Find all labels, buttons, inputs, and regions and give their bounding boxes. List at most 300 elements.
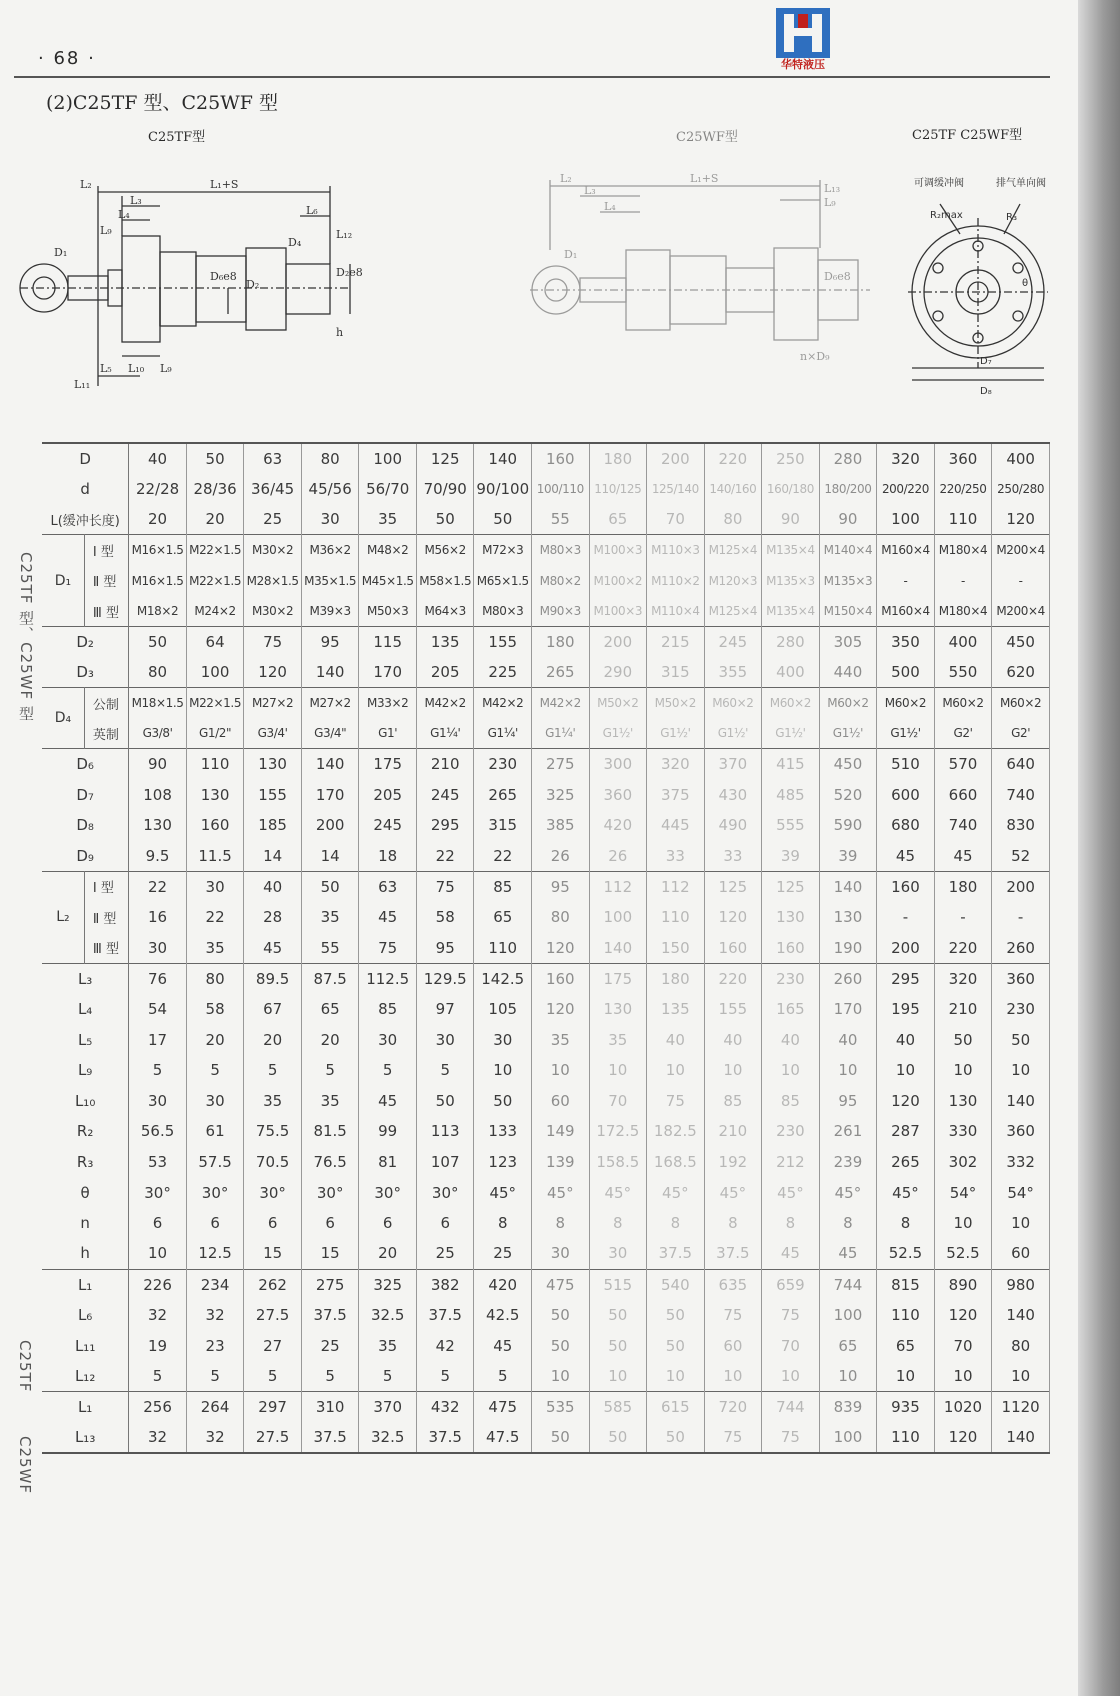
table-cell: M110×3 bbox=[647, 535, 705, 566]
table-cell: 35 bbox=[359, 1330, 417, 1361]
table-cell: 8 bbox=[589, 1208, 647, 1239]
table-cell: 180 bbox=[647, 963, 705, 994]
table-cell: 190 bbox=[819, 933, 877, 964]
table-cell: 265 bbox=[474, 780, 532, 811]
table-cell: 10 bbox=[704, 1361, 762, 1392]
table-cell: 14 bbox=[301, 841, 359, 872]
table-cell: M22×1.5 bbox=[186, 565, 244, 596]
table-cell: M80×3 bbox=[474, 596, 532, 627]
table-cell: 85 bbox=[359, 994, 417, 1025]
label-l4: L₄ bbox=[118, 208, 130, 221]
table-cell: 160 bbox=[532, 443, 590, 474]
table-cell: 350 bbox=[877, 627, 935, 658]
row-label: L₁ bbox=[42, 1391, 129, 1422]
table-cell: 10 bbox=[647, 1361, 705, 1392]
table-cell: M125×4 bbox=[704, 596, 762, 627]
label-d4: D₄ bbox=[288, 236, 302, 249]
table-cell: 10 bbox=[532, 1055, 590, 1086]
table-cell: 30 bbox=[359, 1024, 417, 1055]
table-cell: 5 bbox=[244, 1361, 302, 1392]
table-cell: 32.5 bbox=[359, 1422, 417, 1453]
table-row bbox=[42, 1361, 1050, 1392]
table-cell: M110×4 bbox=[647, 596, 705, 627]
table-cell: 32 bbox=[129, 1422, 187, 1453]
table-cell: 95 bbox=[301, 627, 359, 658]
table-cell: 260 bbox=[992, 933, 1050, 964]
table-cell: 11.5 bbox=[186, 841, 244, 872]
table-cell: M135×3 bbox=[819, 565, 877, 596]
table-cell: 75 bbox=[416, 871, 474, 902]
table-cell: 212 bbox=[762, 1147, 820, 1178]
table-cell: 80 bbox=[992, 1330, 1050, 1361]
label-d6e8: D₆e8 bbox=[210, 270, 237, 283]
table-cell: 297 bbox=[244, 1391, 302, 1422]
valve-label-1: 可调缓冲阀 bbox=[914, 178, 964, 189]
table-cell: 139 bbox=[532, 1147, 590, 1178]
table-cell: M42×2 bbox=[474, 688, 532, 719]
row-group-label: D₄ bbox=[42, 688, 84, 749]
table-cell: 50 bbox=[129, 627, 187, 658]
table-cell: 200 bbox=[992, 871, 1050, 902]
table-cell: 30° bbox=[416, 1177, 474, 1208]
table-cell: M18×2 bbox=[129, 596, 187, 627]
table-cell: 5 bbox=[186, 1361, 244, 1392]
table-cell: M28×1.5 bbox=[244, 565, 302, 596]
table-cell: 10 bbox=[762, 1055, 820, 1086]
table-cell: M27×2 bbox=[301, 688, 359, 719]
table-cell: 140/160 bbox=[704, 474, 762, 505]
table-cell: 5 bbox=[416, 1055, 474, 1086]
table-cell: 260 bbox=[819, 963, 877, 994]
row-label: L₃ bbox=[42, 963, 129, 994]
table-cell: G1½' bbox=[877, 718, 935, 749]
table-cell: 245 bbox=[359, 810, 417, 841]
table-cell: 20 bbox=[301, 1024, 359, 1055]
label-h: h bbox=[336, 326, 344, 339]
table-cell: 60 bbox=[992, 1238, 1050, 1269]
table-cell: 220/250 bbox=[934, 474, 992, 505]
table-cell: 110 bbox=[647, 902, 705, 933]
table-cell: M150×4 bbox=[819, 596, 877, 627]
table-cell: 89.5 bbox=[244, 963, 302, 994]
table-cell: 744 bbox=[762, 1391, 820, 1422]
table-cell: M72×3 bbox=[474, 535, 532, 566]
table-cell: 180 bbox=[532, 627, 590, 658]
table-cell: 400 bbox=[762, 657, 820, 688]
table-cell: 520 bbox=[819, 780, 877, 811]
table-row bbox=[42, 963, 1050, 994]
table-cell: 64 bbox=[186, 627, 244, 658]
table-cell: 52.5 bbox=[877, 1238, 935, 1269]
table-cell: M160×4 bbox=[877, 535, 935, 566]
table-cell: 265 bbox=[877, 1147, 935, 1178]
table-cell: 250/280 bbox=[992, 474, 1050, 505]
table-cell: 54° bbox=[992, 1177, 1050, 1208]
table-cell: 200 bbox=[301, 810, 359, 841]
table-cell: 6 bbox=[416, 1208, 474, 1239]
table-cell: M60×2 bbox=[877, 688, 935, 719]
table-cell: 80 bbox=[704, 504, 762, 535]
table-cell: 53 bbox=[129, 1147, 187, 1178]
table-cell: 256 bbox=[129, 1391, 187, 1422]
table-cell: G1/2" bbox=[186, 718, 244, 749]
table-cell: 490 bbox=[704, 810, 762, 841]
table-cell: 17 bbox=[129, 1024, 187, 1055]
table-cell: 5 bbox=[244, 1055, 302, 1086]
table-cell: 180 bbox=[934, 871, 992, 902]
table-row bbox=[42, 627, 1050, 658]
table-cell: 175 bbox=[589, 963, 647, 994]
table-cell: 50 bbox=[532, 1422, 590, 1453]
label-d2: D₂ bbox=[246, 278, 260, 291]
table-cell: 45 bbox=[359, 1085, 417, 1116]
table-cell: 40 bbox=[704, 1024, 762, 1055]
table-cell: 295 bbox=[416, 810, 474, 841]
table-cell: 370 bbox=[704, 749, 762, 780]
table-cell: 22/28 bbox=[129, 474, 187, 505]
table-cell: 720 bbox=[704, 1391, 762, 1422]
table-cell: 170 bbox=[301, 780, 359, 811]
table-row bbox=[42, 1055, 1050, 1086]
table-cell: 33 bbox=[704, 841, 762, 872]
table-cell: 182.5 bbox=[647, 1116, 705, 1147]
table-cell: 45° bbox=[762, 1177, 820, 1208]
table-cell: 360 bbox=[934, 443, 992, 474]
table-cell: 58 bbox=[186, 994, 244, 1025]
label-l12: L₁₂ bbox=[336, 228, 353, 241]
table-cell: 45° bbox=[589, 1177, 647, 1208]
table-cell: 45 bbox=[244, 933, 302, 964]
table-cell: 60 bbox=[532, 1085, 590, 1116]
table-cell: 110 bbox=[186, 749, 244, 780]
table-cell: 30 bbox=[129, 1085, 187, 1116]
table-cell: M135×4 bbox=[762, 535, 820, 566]
table-cell: 95 bbox=[416, 933, 474, 964]
table-cell: 315 bbox=[474, 810, 532, 841]
table-cell: 230 bbox=[992, 994, 1050, 1025]
table-cell: 226 bbox=[129, 1269, 187, 1300]
table-cell: 5 bbox=[474, 1361, 532, 1392]
table-cell: 300 bbox=[589, 749, 647, 780]
page-number: · 68 · bbox=[38, 48, 96, 69]
label-wf-l2: L₂ bbox=[560, 172, 572, 185]
table-row bbox=[42, 535, 1050, 566]
row-sub-label: 英制 bbox=[84, 718, 128, 749]
table-cell: 125 bbox=[416, 443, 474, 474]
label-l9b: L₉ bbox=[160, 362, 172, 375]
table-cell: 585 bbox=[589, 1391, 647, 1422]
table-cell: 355 bbox=[704, 657, 762, 688]
table-cell: 264 bbox=[186, 1391, 244, 1422]
table-cell: M58×1.5 bbox=[416, 565, 474, 596]
table-cell: 120 bbox=[244, 657, 302, 688]
table-cell: 22 bbox=[416, 841, 474, 872]
table-cell: 140 bbox=[992, 1300, 1050, 1331]
table-cell: 65 bbox=[589, 504, 647, 535]
table-row bbox=[42, 474, 1050, 505]
table-cell: 120 bbox=[934, 1300, 992, 1331]
row-label: D₆ bbox=[42, 749, 129, 780]
table-cell: 35 bbox=[244, 1085, 302, 1116]
table-cell: 10 bbox=[647, 1055, 705, 1086]
table-cell: 70 bbox=[589, 1085, 647, 1116]
table-cell: 265 bbox=[532, 657, 590, 688]
table-cell: 27.5 bbox=[244, 1300, 302, 1331]
table-cell: M60×2 bbox=[819, 688, 877, 719]
table-cell: 27.5 bbox=[244, 1422, 302, 1453]
table-row bbox=[42, 565, 1050, 596]
row-label: n bbox=[42, 1208, 129, 1239]
table-cell: 140 bbox=[819, 871, 877, 902]
table-cell: 5 bbox=[416, 1361, 474, 1392]
table-cell: M180×4 bbox=[934, 535, 992, 566]
table-cell: 99 bbox=[359, 1116, 417, 1147]
table-cell: 1020 bbox=[934, 1391, 992, 1422]
table-cell: 9.5 bbox=[129, 841, 187, 872]
table-cell: 125/140 bbox=[647, 474, 705, 505]
table-cell: 100/110 bbox=[532, 474, 590, 505]
label-r3: R₃ bbox=[1006, 212, 1017, 223]
row-label: L₄ bbox=[42, 994, 129, 1025]
table-cell: 70 bbox=[762, 1330, 820, 1361]
table-row bbox=[42, 1085, 1050, 1116]
table-cell: 22 bbox=[129, 871, 187, 902]
table-row bbox=[42, 871, 1050, 902]
table-cell: 744 bbox=[819, 1269, 877, 1300]
table-cell: M50×2 bbox=[589, 688, 647, 719]
table-cell: 52.5 bbox=[934, 1238, 992, 1269]
table-cell: 30 bbox=[186, 871, 244, 902]
table-cell: G1½' bbox=[762, 718, 820, 749]
table-cell: 45° bbox=[647, 1177, 705, 1208]
table-cell: 195 bbox=[877, 994, 935, 1025]
table-cell: 108 bbox=[129, 780, 187, 811]
table-cell: M39×3 bbox=[301, 596, 359, 627]
table-cell: 215 bbox=[647, 627, 705, 658]
table-cell: 50 bbox=[301, 871, 359, 902]
side-label-tf: C25TF bbox=[16, 1340, 34, 1393]
table-cell: 25 bbox=[474, 1238, 532, 1269]
table-cell: M200×4 bbox=[992, 535, 1050, 566]
table-cell: 430 bbox=[704, 780, 762, 811]
table-cell: 360 bbox=[992, 1116, 1050, 1147]
label-l5: L₅ bbox=[100, 362, 112, 375]
table-cell: 58 bbox=[416, 902, 474, 933]
table-cell: 475 bbox=[532, 1269, 590, 1300]
table-cell: 70.5 bbox=[244, 1147, 302, 1178]
table-cell: 30 bbox=[301, 504, 359, 535]
table-cell: 75 bbox=[359, 933, 417, 964]
table-cell: 56.5 bbox=[129, 1116, 187, 1147]
table-cell: 839 bbox=[819, 1391, 877, 1422]
table-cell: 85 bbox=[762, 1085, 820, 1116]
table-cell: 37.5 bbox=[647, 1238, 705, 1269]
table-cell: 10 bbox=[704, 1055, 762, 1086]
table-cell: 130 bbox=[819, 902, 877, 933]
table-row bbox=[42, 504, 1050, 535]
table-cell: 50 bbox=[474, 1085, 532, 1116]
row-sub-label: Ⅲ 型 bbox=[84, 933, 128, 964]
table-cell: 659 bbox=[762, 1269, 820, 1300]
table-cell: 23 bbox=[186, 1330, 244, 1361]
table-cell: 30 bbox=[532, 1238, 590, 1269]
table-cell: 332 bbox=[992, 1147, 1050, 1178]
label-wf-d6e8: D₆e8 bbox=[824, 270, 851, 283]
table-cell: 5 bbox=[129, 1055, 187, 1086]
table-cell: 50 bbox=[416, 504, 474, 535]
table-cell: 19 bbox=[129, 1330, 187, 1361]
table-cell: 123 bbox=[474, 1147, 532, 1178]
table-cell: 50 bbox=[589, 1422, 647, 1453]
end-view-drawing bbox=[900, 168, 1050, 398]
table-cell: 420 bbox=[589, 810, 647, 841]
table-cell: 185 bbox=[244, 810, 302, 841]
table-cell: 370 bbox=[359, 1391, 417, 1422]
table-cell: 180/200 bbox=[819, 474, 877, 505]
table-cell: 20 bbox=[129, 504, 187, 535]
row-label: L₉ bbox=[42, 1055, 129, 1086]
table-cell: 45/56 bbox=[301, 474, 359, 505]
table-cell: 315 bbox=[647, 657, 705, 688]
table-cell: 135 bbox=[647, 994, 705, 1025]
table-cell: 40 bbox=[244, 871, 302, 902]
table-cell: 60 bbox=[704, 1330, 762, 1361]
table-cell: 640 bbox=[992, 749, 1050, 780]
table-cell: 142.5 bbox=[474, 963, 532, 994]
label-d8: D₈ bbox=[980, 386, 992, 397]
table-cell: M65×1.5 bbox=[474, 565, 532, 596]
table-cell: 10 bbox=[877, 1055, 935, 1086]
table-cell: 375 bbox=[647, 780, 705, 811]
table-cell: M100×3 bbox=[589, 535, 647, 566]
table-cell: 130 bbox=[589, 994, 647, 1025]
table-cell: 42.5 bbox=[474, 1300, 532, 1331]
table-cell: 220 bbox=[704, 443, 762, 474]
table-cell: 935 bbox=[877, 1391, 935, 1422]
table-cell: 250 bbox=[762, 443, 820, 474]
table-cell: 100 bbox=[877, 504, 935, 535]
table-cell: 65 bbox=[301, 994, 359, 1025]
table-cell: 112 bbox=[647, 871, 705, 902]
row-label: L₁₃ bbox=[42, 1422, 129, 1453]
table-cell: 45 bbox=[762, 1238, 820, 1269]
row-label: L₁ bbox=[42, 1269, 129, 1300]
table-cell: 275 bbox=[301, 1269, 359, 1300]
table-cell: 80 bbox=[301, 443, 359, 474]
table-cell: 30 bbox=[589, 1238, 647, 1269]
table-cell: 50 bbox=[992, 1024, 1050, 1055]
table-cell: 245 bbox=[416, 780, 474, 811]
table-cell: 30° bbox=[301, 1177, 359, 1208]
table-cell: 40 bbox=[647, 1024, 705, 1055]
table-cell: 120 bbox=[704, 902, 762, 933]
table-cell: 305 bbox=[819, 627, 877, 658]
table-cell: M30×2 bbox=[244, 596, 302, 627]
table-cell: 8 bbox=[532, 1208, 590, 1239]
spec-table bbox=[42, 442, 1050, 1454]
table-cell: 150 bbox=[647, 933, 705, 964]
table-cell: 225 bbox=[474, 657, 532, 688]
row-label: R₃ bbox=[42, 1147, 129, 1178]
table-cell: 6 bbox=[129, 1208, 187, 1239]
table-cell: 129.5 bbox=[416, 963, 474, 994]
table-cell: M64×3 bbox=[416, 596, 474, 627]
table-cell: 115 bbox=[359, 627, 417, 658]
label-l1s: L₁+S bbox=[210, 178, 239, 191]
table-cell: 110 bbox=[474, 933, 532, 964]
table-cell: 130 bbox=[129, 810, 187, 841]
table-cell: 200 bbox=[647, 443, 705, 474]
table-row bbox=[42, 1024, 1050, 1055]
table-cell: 50 bbox=[589, 1300, 647, 1331]
section-title: (2)C25TF 型、C25WF 型 bbox=[46, 92, 278, 114]
table-cell: 95 bbox=[819, 1085, 877, 1116]
table-cell: G1' bbox=[359, 718, 417, 749]
label-l3: L₃ bbox=[130, 194, 142, 207]
table-cell: 75 bbox=[704, 1422, 762, 1453]
label-wf-l4: L₄ bbox=[604, 200, 616, 213]
table-cell: 400 bbox=[992, 443, 1050, 474]
row-label: D₃ bbox=[42, 657, 129, 688]
table-cell: 205 bbox=[359, 780, 417, 811]
table-cell: 33 bbox=[647, 841, 705, 872]
table-cell: 320 bbox=[934, 963, 992, 994]
table-cell: 27 bbox=[244, 1330, 302, 1361]
table-cell: - bbox=[877, 565, 935, 596]
table-cell: 107 bbox=[416, 1147, 474, 1178]
table-row bbox=[42, 810, 1050, 841]
table-cell: 40 bbox=[819, 1024, 877, 1055]
table-cell: 555 bbox=[762, 810, 820, 841]
row-label: D₈ bbox=[42, 810, 129, 841]
label-d7: D₇ bbox=[980, 356, 992, 367]
table-cell: 133 bbox=[474, 1116, 532, 1147]
table-cell: 6 bbox=[359, 1208, 417, 1239]
table-cell: 155 bbox=[474, 627, 532, 658]
table-cell: 415 bbox=[762, 749, 820, 780]
table-cell: 515 bbox=[589, 1269, 647, 1300]
table-cell: 6 bbox=[301, 1208, 359, 1239]
table-cell: 210 bbox=[704, 1116, 762, 1147]
table-cell: 168.5 bbox=[647, 1147, 705, 1178]
table-cell: 76 bbox=[129, 963, 187, 994]
table-cell: 660 bbox=[934, 780, 992, 811]
table-cell: 54° bbox=[934, 1177, 992, 1208]
table-cell: 550 bbox=[934, 657, 992, 688]
table-cell: 75.5 bbox=[244, 1116, 302, 1147]
table-cell: M48×2 bbox=[359, 535, 417, 566]
table-cell: 325 bbox=[359, 1269, 417, 1300]
table-cell: 65 bbox=[877, 1330, 935, 1361]
table-cell: 75 bbox=[762, 1422, 820, 1453]
table-cell: 10 bbox=[474, 1055, 532, 1086]
table-cell: 6 bbox=[186, 1208, 244, 1239]
table-cell: 45° bbox=[532, 1177, 590, 1208]
table-cell: 160 bbox=[704, 933, 762, 964]
row-sub-label: Ⅰ 型 bbox=[84, 871, 128, 902]
table-cell: 80 bbox=[129, 657, 187, 688]
table-cell: 12.5 bbox=[186, 1238, 244, 1269]
table-cell: 70 bbox=[934, 1330, 992, 1361]
table-cell: 140 bbox=[589, 933, 647, 964]
table-cell: 30 bbox=[474, 1024, 532, 1055]
table-cell: M60×2 bbox=[934, 688, 992, 719]
table-cell: 540 bbox=[647, 1269, 705, 1300]
table-cell: 5 bbox=[129, 1361, 187, 1392]
row-sub-label: Ⅰ 型 bbox=[84, 535, 128, 566]
table-cell: 63 bbox=[359, 871, 417, 902]
table-cell: 50 bbox=[186, 443, 244, 474]
